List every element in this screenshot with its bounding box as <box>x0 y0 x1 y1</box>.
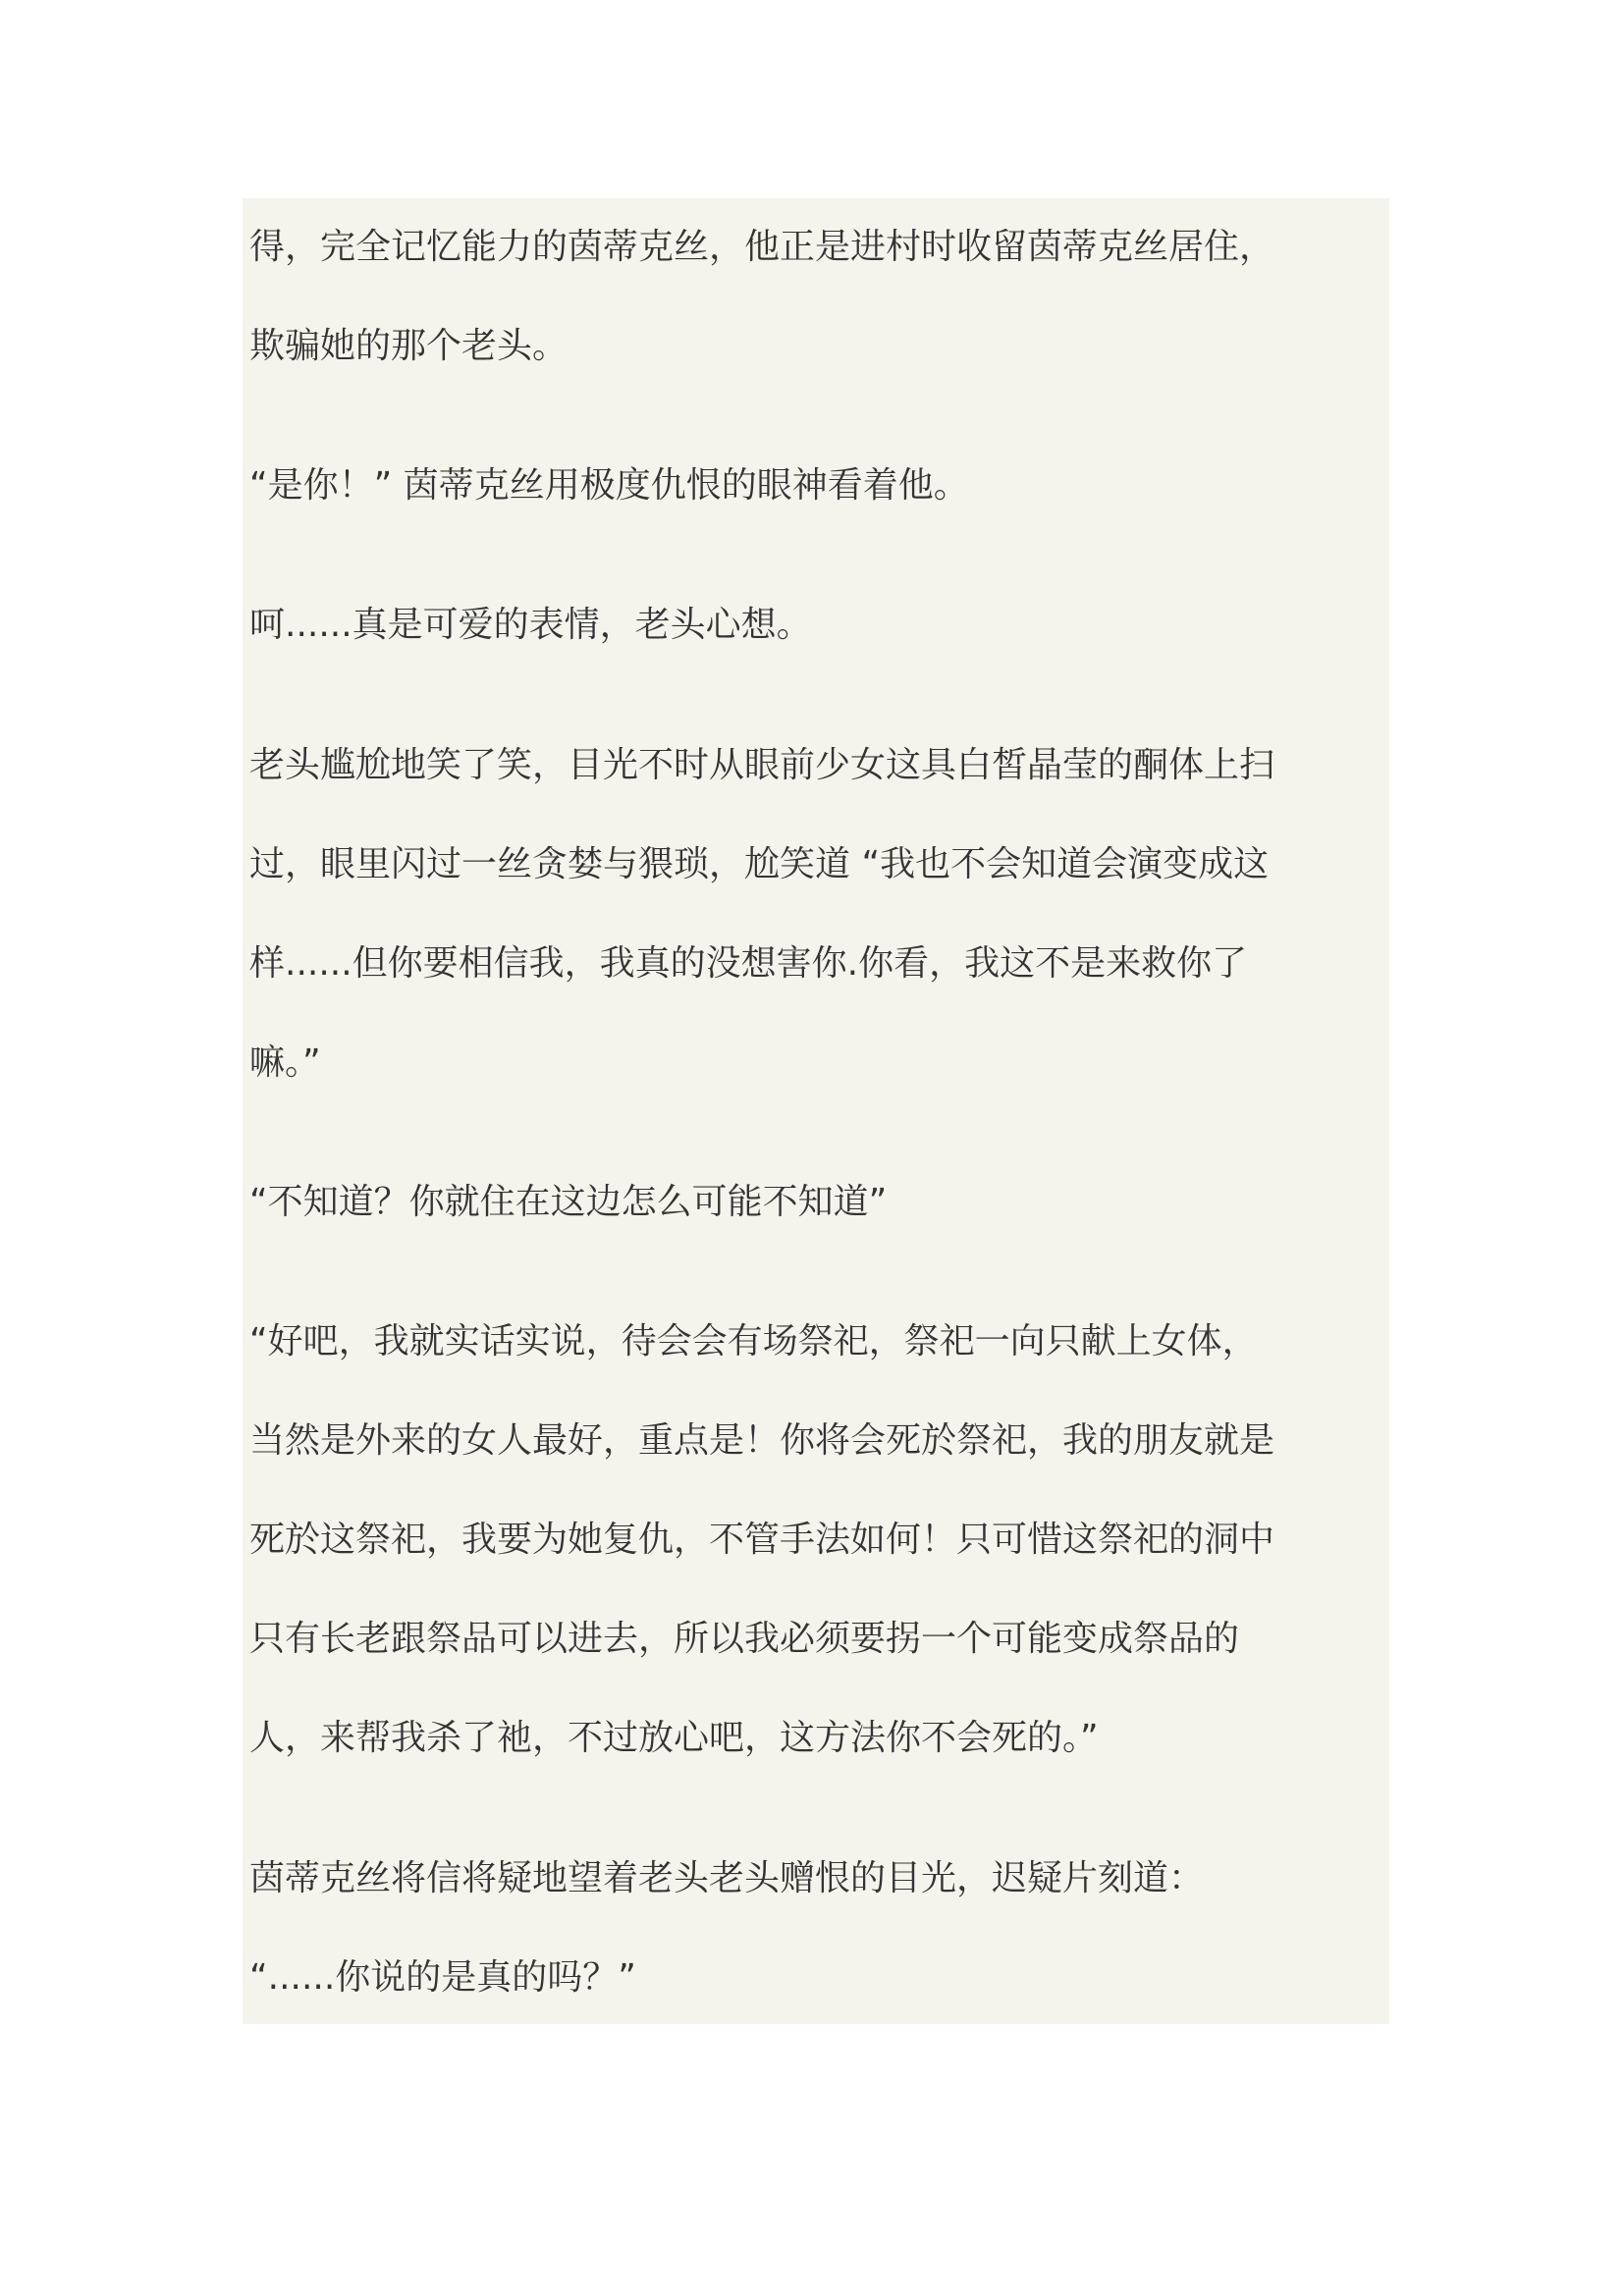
text-line: 茵蒂克丝将信将疑地望着老头老头赠恨的目光，迟疑片刻道： <box>249 1858 1205 1898</box>
text-line: 欺骗她的那个老头。 <box>249 326 568 366</box>
text-line: 只有长老跟祭品可以进去，所以我必须要拐一个可能变成祭品的 <box>249 1619 1240 1659</box>
text-line: 过，眼里闪过一丝贪婪与猥琐，尬笑道 “我也不会知道会演变成这 <box>249 844 1270 884</box>
text-line: “好吧，我就实话实说，待会会有场祭祀，祭祀一向只献上女体， <box>249 1321 1258 1362</box>
text-line: 当然是外来的女人最好，重点是！你将会死於祭祀，我的朋友就是 <box>249 1420 1275 1461</box>
text-line: “......你说的是真的吗？” <box>249 1957 636 1998</box>
text-line: “不知道？你就住在这边怎么可能不知道” <box>249 1182 888 1222</box>
text-line: 呵......真是可爱的表情，老头心想。 <box>249 605 812 645</box>
text-line: 得，完全记忆能力的茵蒂克丝，他正是进村时收留茵蒂克丝居住， <box>249 227 1275 267</box>
text-line: 老头尴尬地笑了笑，目光不时从眼前少女这具白皙晶莹的酮体上扫 <box>249 745 1275 785</box>
text-line: 嘛。” <box>249 1042 321 1083</box>
text-line: “是你！” 茵蒂克丝用极度仇恨的眼神看着他。 <box>249 465 969 506</box>
text-line: 死於这祭祀，我要为她复仇，不管手法如何！只可惜这祭祀的洞中 <box>249 1520 1275 1560</box>
text-line: 人，来帮我杀了祂，不过放心吧，这方法你不会死的。” <box>249 1718 1099 1758</box>
text-line: 样......但你要相信我，我真的没想害你.你看，我这不是来救你了 <box>249 943 1248 984</box>
text-block <box>243 198 1389 2024</box>
